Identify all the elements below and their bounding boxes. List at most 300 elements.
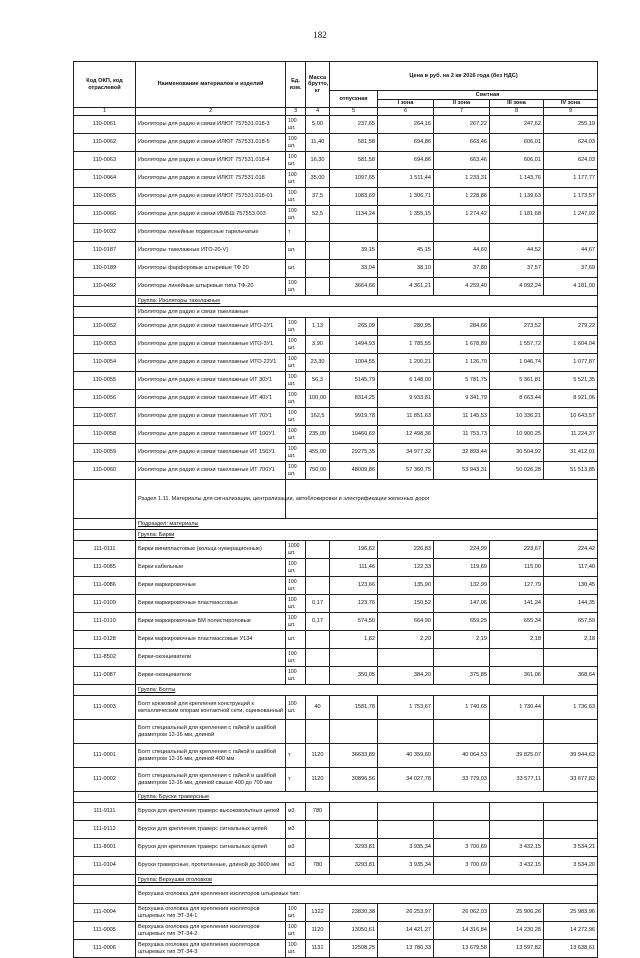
row-unit: 100 шт.: [286, 444, 306, 462]
row-price-zone-3: 50 026,28: [490, 462, 544, 480]
row-price-zone-3: 10 336,21: [490, 408, 544, 426]
row-price-zone-4: 1 247,02: [544, 206, 598, 224]
row-price-selling: [330, 649, 378, 667]
row-price-selling: [330, 803, 378, 821]
row-price-zone-3: 8 663,44: [490, 390, 544, 408]
row-mass: 750,00: [306, 462, 330, 480]
row-mass: 23,30: [306, 354, 330, 372]
row-unit: 100 шт.: [286, 904, 306, 922]
row-unit: шт.: [286, 242, 306, 260]
row-name: Бирки-оконцеватели: [136, 667, 286, 685]
row-code: 110-0061: [74, 116, 136, 134]
row-mass: 0,17: [306, 595, 330, 613]
row-mass: [306, 242, 330, 260]
subgroup-heading: Верхушка оголовка для крепления изоляторов штыревых тип:: [136, 886, 598, 904]
row-code: 110-0066: [74, 206, 136, 224]
row-name: Изоляторы линейные подвесные тарельчатые: [136, 224, 286, 242]
row-price-selling: 574,50: [330, 613, 378, 631]
row-code: 111-0002: [74, 768, 136, 792]
row-price-zone-2: 663,46: [434, 152, 490, 170]
row-unit: 100 шт.: [286, 318, 306, 336]
row-price-selling: 48009,86: [330, 462, 378, 480]
row-unit: 100 шт.: [286, 922, 306, 940]
row-price-zone-1: [378, 803, 434, 821]
table-row: [74, 922, 598, 940]
block-bolts: [74, 696, 598, 792]
row-name: Бруски траверсные, пропитанные, длиной до 3600 мм: [136, 857, 286, 875]
row-price-zone-3: 223,67: [490, 541, 544, 559]
row-price-zone-3: 10 900,25: [490, 426, 544, 444]
row-price-zone-2: 1 126,70: [434, 354, 490, 372]
row-price-zone-3: 14 230,28: [490, 922, 544, 940]
row-name: Изоляторы для радио и связи ИЛЮТ 757531.018-5: [136, 134, 286, 152]
row-price-zone-4: 25 983,96: [544, 904, 598, 922]
row-mass: 780: [306, 857, 330, 875]
row-mass: 1131: [306, 940, 330, 958]
row-price-selling: 1083,69: [330, 188, 378, 206]
row-name: Болт специальный для крепления с гайкой и шайбой диаметром 12-16 мм, длиной свыше 400 до 700 мм: [136, 768, 286, 792]
row-price-zone-1: 26 253,97: [378, 904, 434, 922]
row-code: 111-0109: [74, 595, 136, 613]
header-zone-4: IV зона: [544, 100, 598, 108]
row-unit: м3: [286, 839, 306, 857]
row-price-selling: 12508,25: [330, 940, 378, 958]
row-price-zone-4: 5 521,35: [544, 372, 598, 390]
header-zone-2: II зона: [434, 100, 490, 108]
row-price-zone-1: 135,90: [378, 577, 434, 595]
row-price-zone-3: 1 557,72: [490, 336, 544, 354]
row-unit: т: [286, 744, 306, 768]
row-code: 111-0004: [74, 904, 136, 922]
row-price-zone-1: 3 935,34: [378, 857, 434, 875]
row-code: 110-0060: [74, 462, 136, 480]
table-row: [74, 631, 598, 649]
row-name: Изоляторы для радио и связи такелажные ИТО-22У1: [136, 354, 286, 372]
row-price-zone-3: 1 139,63: [490, 188, 544, 206]
block-insulator-tops: [74, 904, 598, 958]
row-unit: 100 шт.: [286, 152, 306, 170]
row-unit: 100 шт.: [286, 577, 306, 595]
row-price-zone-4: [544, 224, 598, 242]
row-mass: [306, 839, 330, 857]
row-price-zone-4: [544, 803, 598, 821]
row-price-selling: [330, 821, 378, 839]
row-unit: шт.: [286, 260, 306, 278]
row-price-selling: 265,09: [330, 318, 378, 336]
row-price-zone-3: 273,52: [490, 318, 544, 336]
row-price-zone-1: 384,20: [378, 667, 434, 685]
row-mass: 162,5: [306, 408, 330, 426]
row-name: Бирки винипластовые (кольца нумерационные): [136, 541, 286, 559]
row-price-zone-3: [490, 720, 544, 744]
table-row: [74, 541, 598, 559]
row-price-zone-3: 1 181,68: [490, 206, 544, 224]
table-row: [74, 206, 598, 224]
row-unit: 100 шт.: [286, 188, 306, 206]
table-row: [74, 188, 598, 206]
table-row: [74, 462, 598, 480]
row-unit: м3: [286, 803, 306, 821]
row-price-selling: [330, 224, 378, 242]
row-price-zone-2: 1 228,86: [434, 188, 490, 206]
row-mass: [306, 667, 330, 685]
row-mass: [306, 278, 330, 296]
row-mass: [306, 821, 330, 839]
row-price-zone-3: [490, 821, 544, 839]
row-name: Бруски для крепления траверс высоковольтных цепей: [136, 803, 286, 821]
row-unit: 100 шт.: [286, 278, 306, 296]
row-code: [74, 720, 136, 744]
row-price-selling: 39,15: [330, 242, 378, 260]
block-tags: [74, 541, 598, 685]
row-price-zone-1: [378, 821, 434, 839]
subgroup-heading: Изоляторы для радио и связи такелажные: [136, 307, 598, 318]
row-price-zone-3: 3 432,15: [490, 839, 544, 857]
row-price-zone-4: 13 638,61: [544, 940, 598, 958]
row-unit: т: [286, 224, 306, 242]
row-price-zone-1: 150,52: [378, 595, 434, 613]
row-mass: 1120: [306, 922, 330, 940]
row-code: 110-0057: [74, 408, 136, 426]
row-price-zone-1: 57 360,75: [378, 462, 434, 480]
header-name: Наименование материалов и изделий: [136, 62, 286, 108]
row-name: Изоляторы для радио и связи ИЛЮТ 757531.018-01: [136, 188, 286, 206]
row-price-zone-3: 141,24: [490, 595, 544, 613]
row-price-zone-2: 284,66: [434, 318, 490, 336]
column-number: 5: [330, 108, 378, 116]
row-unit: 100 шт.: [286, 206, 306, 224]
row-price-zone-1: 1 200,21: [378, 354, 434, 372]
row-price-selling: 10460,69: [330, 426, 378, 444]
row-price-zone-2: 1 274,42: [434, 206, 490, 224]
row-price-zone-2: 11 145,53: [434, 408, 490, 426]
row-name: Бирки кабельные: [136, 559, 286, 577]
row-price-zone-3: 39 825,07: [490, 744, 544, 768]
row-price-zone-4: [544, 720, 598, 744]
row-name: Бирки маркировочные пластмассовые У134: [136, 631, 286, 649]
row-price-zone-1: 14 421,27: [378, 922, 434, 940]
row-price-zone-1: 4 361,21: [378, 278, 434, 296]
row-price-zone-3: [490, 803, 544, 821]
row-price-zone-2: 14 316,84: [434, 922, 490, 940]
table-row: [74, 667, 598, 685]
row-unit: [286, 720, 306, 744]
row-code: 111-0001: [74, 744, 136, 768]
table-row: [74, 278, 598, 296]
row-code: 110-0052: [74, 318, 136, 336]
row-price-zone-1: 34 027,78: [378, 768, 434, 792]
row-price-zone-2: 3 700,69: [434, 857, 490, 875]
row-price-zone-2: 2,19: [434, 631, 490, 649]
row-unit: 100 шт.: [286, 462, 306, 480]
row-name: Бруски для крепления траверс сигнальных цепей: [136, 839, 286, 857]
table-row: [74, 152, 598, 170]
row-price-zone-3: 5 361,81: [490, 372, 544, 390]
row-name: Изоляторы для радио и связи ИЛЮТ 757531.018: [136, 170, 286, 188]
table-row: [74, 318, 598, 336]
table-row: [74, 336, 598, 354]
row-price-zone-4: 51 513,85: [544, 462, 598, 480]
table-row: [74, 260, 598, 278]
row-price-zone-3: 3 432,15: [490, 857, 544, 875]
table-row: [74, 649, 598, 667]
row-price-zone-4: [544, 821, 598, 839]
block-crossbars: [74, 803, 598, 875]
row-price-zone-4: 8 921,06: [544, 390, 598, 408]
row-price-zone-4: 624,03: [544, 134, 598, 152]
row-code: 110-0056: [74, 390, 136, 408]
row-unit: 1000 шт.: [286, 541, 306, 559]
row-unit: 100 шт.: [286, 595, 306, 613]
row-code: 111-0003: [74, 696, 136, 720]
row-mass: [306, 559, 330, 577]
row-code: 110-0492: [74, 278, 136, 296]
row-code: 110-0063: [74, 152, 136, 170]
table-row: [74, 768, 598, 792]
row-name: Изоляторы такелажные ИТО-20-V]: [136, 242, 286, 260]
row-price-zone-4: 44,67: [544, 242, 598, 260]
row-unit: 100 шт.: [286, 170, 306, 188]
row-price-zone-3: 655,34: [490, 613, 544, 631]
row-mass: 1120: [306, 744, 330, 768]
row-code: 111-0110: [74, 613, 136, 631]
row-price-selling: 8314,25: [330, 390, 378, 408]
row-price-zone-1: 1 785,55: [378, 336, 434, 354]
row-price-zone-4: 14 272,96: [544, 922, 598, 940]
row-price-selling: 111,46: [330, 559, 378, 577]
row-unit: 100 шт.: [286, 426, 306, 444]
table-row: [74, 116, 598, 134]
row-name: Верхушка оголовка для крепления изоляторов штыревых тип ЭТ-34-1: [136, 904, 286, 922]
group-heading: Группа: Верхушки оголовков: [136, 875, 598, 886]
row-code: 110-0064: [74, 170, 136, 188]
row-price-selling: 237,65: [330, 116, 378, 134]
row-mass: 1322: [306, 904, 330, 922]
row-name: Верхушка оголовка для крепления изоляторов штыревых тип ЭТ-34-2: [136, 922, 286, 940]
table-row: [74, 426, 598, 444]
row-price-zone-2: 3 700,69: [434, 839, 490, 857]
row-price-zone-4: 657,59: [544, 613, 598, 631]
row-price-zone-3: 606,01: [490, 152, 544, 170]
row-price-zone-2: [434, 803, 490, 821]
row-price-selling: 581,58: [330, 134, 378, 152]
row-price-zone-2: 11 753,73: [434, 426, 490, 444]
row-price-zone-2: 37,80: [434, 260, 490, 278]
row-price-zone-4: 10 643,57: [544, 408, 598, 426]
row-code: 111-8001: [74, 839, 136, 857]
column-number: 3: [286, 108, 306, 116]
row-price-zone-3: [490, 224, 544, 242]
row-price-zone-3: 1 730,44: [490, 696, 544, 720]
row-price-selling: [330, 720, 378, 744]
row-mass: 37,5: [306, 188, 330, 206]
row-price-zone-2: 44,60: [434, 242, 490, 260]
row-price-zone-4: 4 181,00: [544, 278, 598, 296]
row-price-zone-4: [544, 649, 598, 667]
column-number: 9: [544, 108, 598, 116]
row-mass: [306, 224, 330, 242]
row-price-selling: 3293,81: [330, 857, 378, 875]
row-price-selling: 123,66: [330, 577, 378, 595]
row-unit: 100 шт.: [286, 613, 306, 631]
row-name: Изоляторы для радио и связи такелажные ИТ 150У1: [136, 444, 286, 462]
table-row: [74, 595, 598, 613]
row-mass: 3,90: [306, 336, 330, 354]
row-price-zone-1: 264,16: [378, 116, 434, 134]
row-name: Бирки маркировочные: [136, 577, 286, 595]
section-heading: Раздел 1.11. Материалы для сигнализации, централизации, автоблокировки и электрификации железных дорог: [136, 480, 286, 519]
row-price-selling: 1134,24: [330, 206, 378, 224]
table-row: [74, 857, 598, 875]
row-unit: м3: [286, 857, 306, 875]
table-row: [74, 696, 598, 720]
column-number: 7: [434, 108, 490, 116]
row-price-zone-4: 39 944,62: [544, 744, 598, 768]
row-name: Изоляторы линейные штыревые типа ТФ-20: [136, 278, 286, 296]
row-price-zone-3: 33 577,11: [490, 768, 544, 792]
header-code: Код ОКП, код отраслевой: [74, 62, 136, 108]
row-price-zone-1: 6 148,00: [378, 372, 434, 390]
row-price-zone-2: 1 740,65: [434, 696, 490, 720]
subsection-heading: Подраздел: материалы: [136, 519, 598, 530]
table-row: [74, 940, 598, 958]
price-table: [73, 61, 598, 958]
row-price-zone-4: 279,22: [544, 318, 598, 336]
row-code: 110-0053: [74, 336, 136, 354]
row-price-zone-3: 13 597,82: [490, 940, 544, 958]
row-price-zone-1: 122,33: [378, 559, 434, 577]
row-code: 111-0005: [74, 922, 136, 940]
row-price-zone-3: 361,06: [490, 667, 544, 685]
row-price-zone-2: [434, 224, 490, 242]
row-price-zone-4: 37,69: [544, 260, 598, 278]
header-mass: Масса брутто, кг: [306, 62, 330, 108]
row-name: Изоляторы для радио и связи такелажные ИТ 30У1: [136, 372, 286, 390]
row-name: Изоляторы для радио и связи ИЛЮТ 757531.018-4: [136, 152, 286, 170]
row-price-zone-4: 117,40: [544, 559, 598, 577]
row-price-zone-4: 624,03: [544, 152, 598, 170]
row-price-zone-2: 32 893,44: [434, 444, 490, 462]
row-code: 110-0062: [74, 134, 136, 152]
row-price-zone-4: 33 677,82: [544, 768, 598, 792]
row-price-zone-1: 45,15: [378, 242, 434, 260]
row-price-zone-1: 226,83: [378, 541, 434, 559]
row-price-zone-2: 1 233,31: [434, 170, 490, 188]
row-code: 111-0086: [74, 577, 136, 595]
row-mass: 16,30: [306, 152, 330, 170]
row-name: Изоляторы для радио и связи такелажные ИТ 100У1: [136, 426, 286, 444]
row-price-zone-3: 4 092,24: [490, 278, 544, 296]
header-price-group: Цена в руб. на 2 кв 2016 года (без НДС): [330, 62, 598, 91]
row-price-zone-4: 11 224,37: [544, 426, 598, 444]
row-price-zone-3: 115,00: [490, 559, 544, 577]
row-price-zone-3: 44,52: [490, 242, 544, 260]
row-price-zone-1: 694,86: [378, 152, 434, 170]
row-price-selling: 9919,78: [330, 408, 378, 426]
row-price-zone-2: 1 678,89: [434, 336, 490, 354]
table-row: [74, 444, 598, 462]
row-price-zone-1: [378, 720, 434, 744]
row-price-zone-1: 280,95: [378, 318, 434, 336]
row-price-selling: 23830,38: [330, 904, 378, 922]
row-price-selling: 5145,79: [330, 372, 378, 390]
row-price-zone-2: 26 062,03: [434, 904, 490, 922]
row-price-zone-2: 33 779,03: [434, 768, 490, 792]
row-name: Изоляторы для радио и связи такелажные ИТ 40У1: [136, 390, 286, 408]
row-price-zone-1: 38,10: [378, 260, 434, 278]
row-price-selling: 36633,89: [330, 744, 378, 768]
row-mass: 40: [306, 696, 330, 720]
row-price-zone-3: 127,79: [490, 577, 544, 595]
row-code: 110-0058: [74, 426, 136, 444]
row-price-zone-1: 1 355,15: [378, 206, 434, 224]
row-name: Изоляторы для радио и связи такелажные ИТ 70У1: [136, 408, 286, 426]
row-code: 111-0104: [74, 857, 136, 875]
table-row: [74, 904, 598, 922]
row-code: 111-0006: [74, 940, 136, 958]
row-code: 111-0111: [74, 541, 136, 559]
table-row: [74, 354, 598, 372]
row-name: Бирки маркировочные БМ полистироловые: [136, 613, 286, 631]
row-mass: 0,17: [306, 613, 330, 631]
row-price-selling: 581,58: [330, 152, 378, 170]
row-price-selling: 196,62: [330, 541, 378, 559]
row-code: 111-0128: [74, 631, 136, 649]
row-code: 111-9111: [74, 803, 136, 821]
row-price-zone-2: 659,25: [434, 613, 490, 631]
row-price-zone-1: 2,20: [378, 631, 434, 649]
page-number: 182: [313, 30, 327, 40]
row-price-zone-1: 11 851,63: [378, 408, 434, 426]
row-price-zone-4: 1 604,04: [544, 336, 598, 354]
row-price-zone-2: 4 259,40: [434, 278, 490, 296]
row-price-zone-2: 53 943,31: [434, 462, 490, 480]
row-code: 111-8502: [74, 649, 136, 667]
row-code: 111-0087: [74, 667, 136, 685]
row-price-zone-1: 13 780,33: [378, 940, 434, 958]
row-mass: 1,13: [306, 318, 330, 336]
header-zone-1: I зона: [378, 100, 434, 108]
row-price-zone-1: 12 498,36: [378, 426, 434, 444]
row-name: Бруски для крепления траверс сигнальных цепей: [136, 821, 286, 839]
row-price-zone-4: 3 534,20: [544, 857, 598, 875]
header-zone-3: III зона: [490, 100, 544, 108]
row-mass: 56,3: [306, 372, 330, 390]
table-row: [74, 744, 598, 768]
row-unit: 100 шт.: [286, 372, 306, 390]
row-price-selling: 13050,61: [330, 922, 378, 940]
row-mass: 100,00: [306, 390, 330, 408]
row-price-zone-2: 5 781,75: [434, 372, 490, 390]
row-mass: [306, 631, 330, 649]
row-unit: 100 шт.: [286, 134, 306, 152]
row-price-zone-1: 1 306,71: [378, 188, 434, 206]
row-price-selling: 1494,93: [330, 336, 378, 354]
column-number: 4: [306, 108, 330, 116]
block-radio-insulators: [74, 116, 598, 224]
table-row: [74, 839, 598, 857]
row-mass: 11,40: [306, 134, 330, 152]
row-price-zone-3: 606,01: [490, 134, 544, 152]
row-name: Болт крюковой для крепления конструкций к металлическим опорам контактной сети, оцинкованный: [136, 696, 286, 720]
row-name: Изоляторы для радио и связи ИЛЮТ 757531.018-3: [136, 116, 286, 134]
row-code: 110-0189: [74, 260, 136, 278]
row-name: Изоляторы для радио и связи ИМБШ 757553.003: [136, 206, 286, 224]
column-number: 2: [136, 108, 286, 116]
row-price-zone-3: 247,62: [490, 116, 544, 134]
row-price-selling: 123,76: [330, 595, 378, 613]
row-price-zone-2: [434, 821, 490, 839]
